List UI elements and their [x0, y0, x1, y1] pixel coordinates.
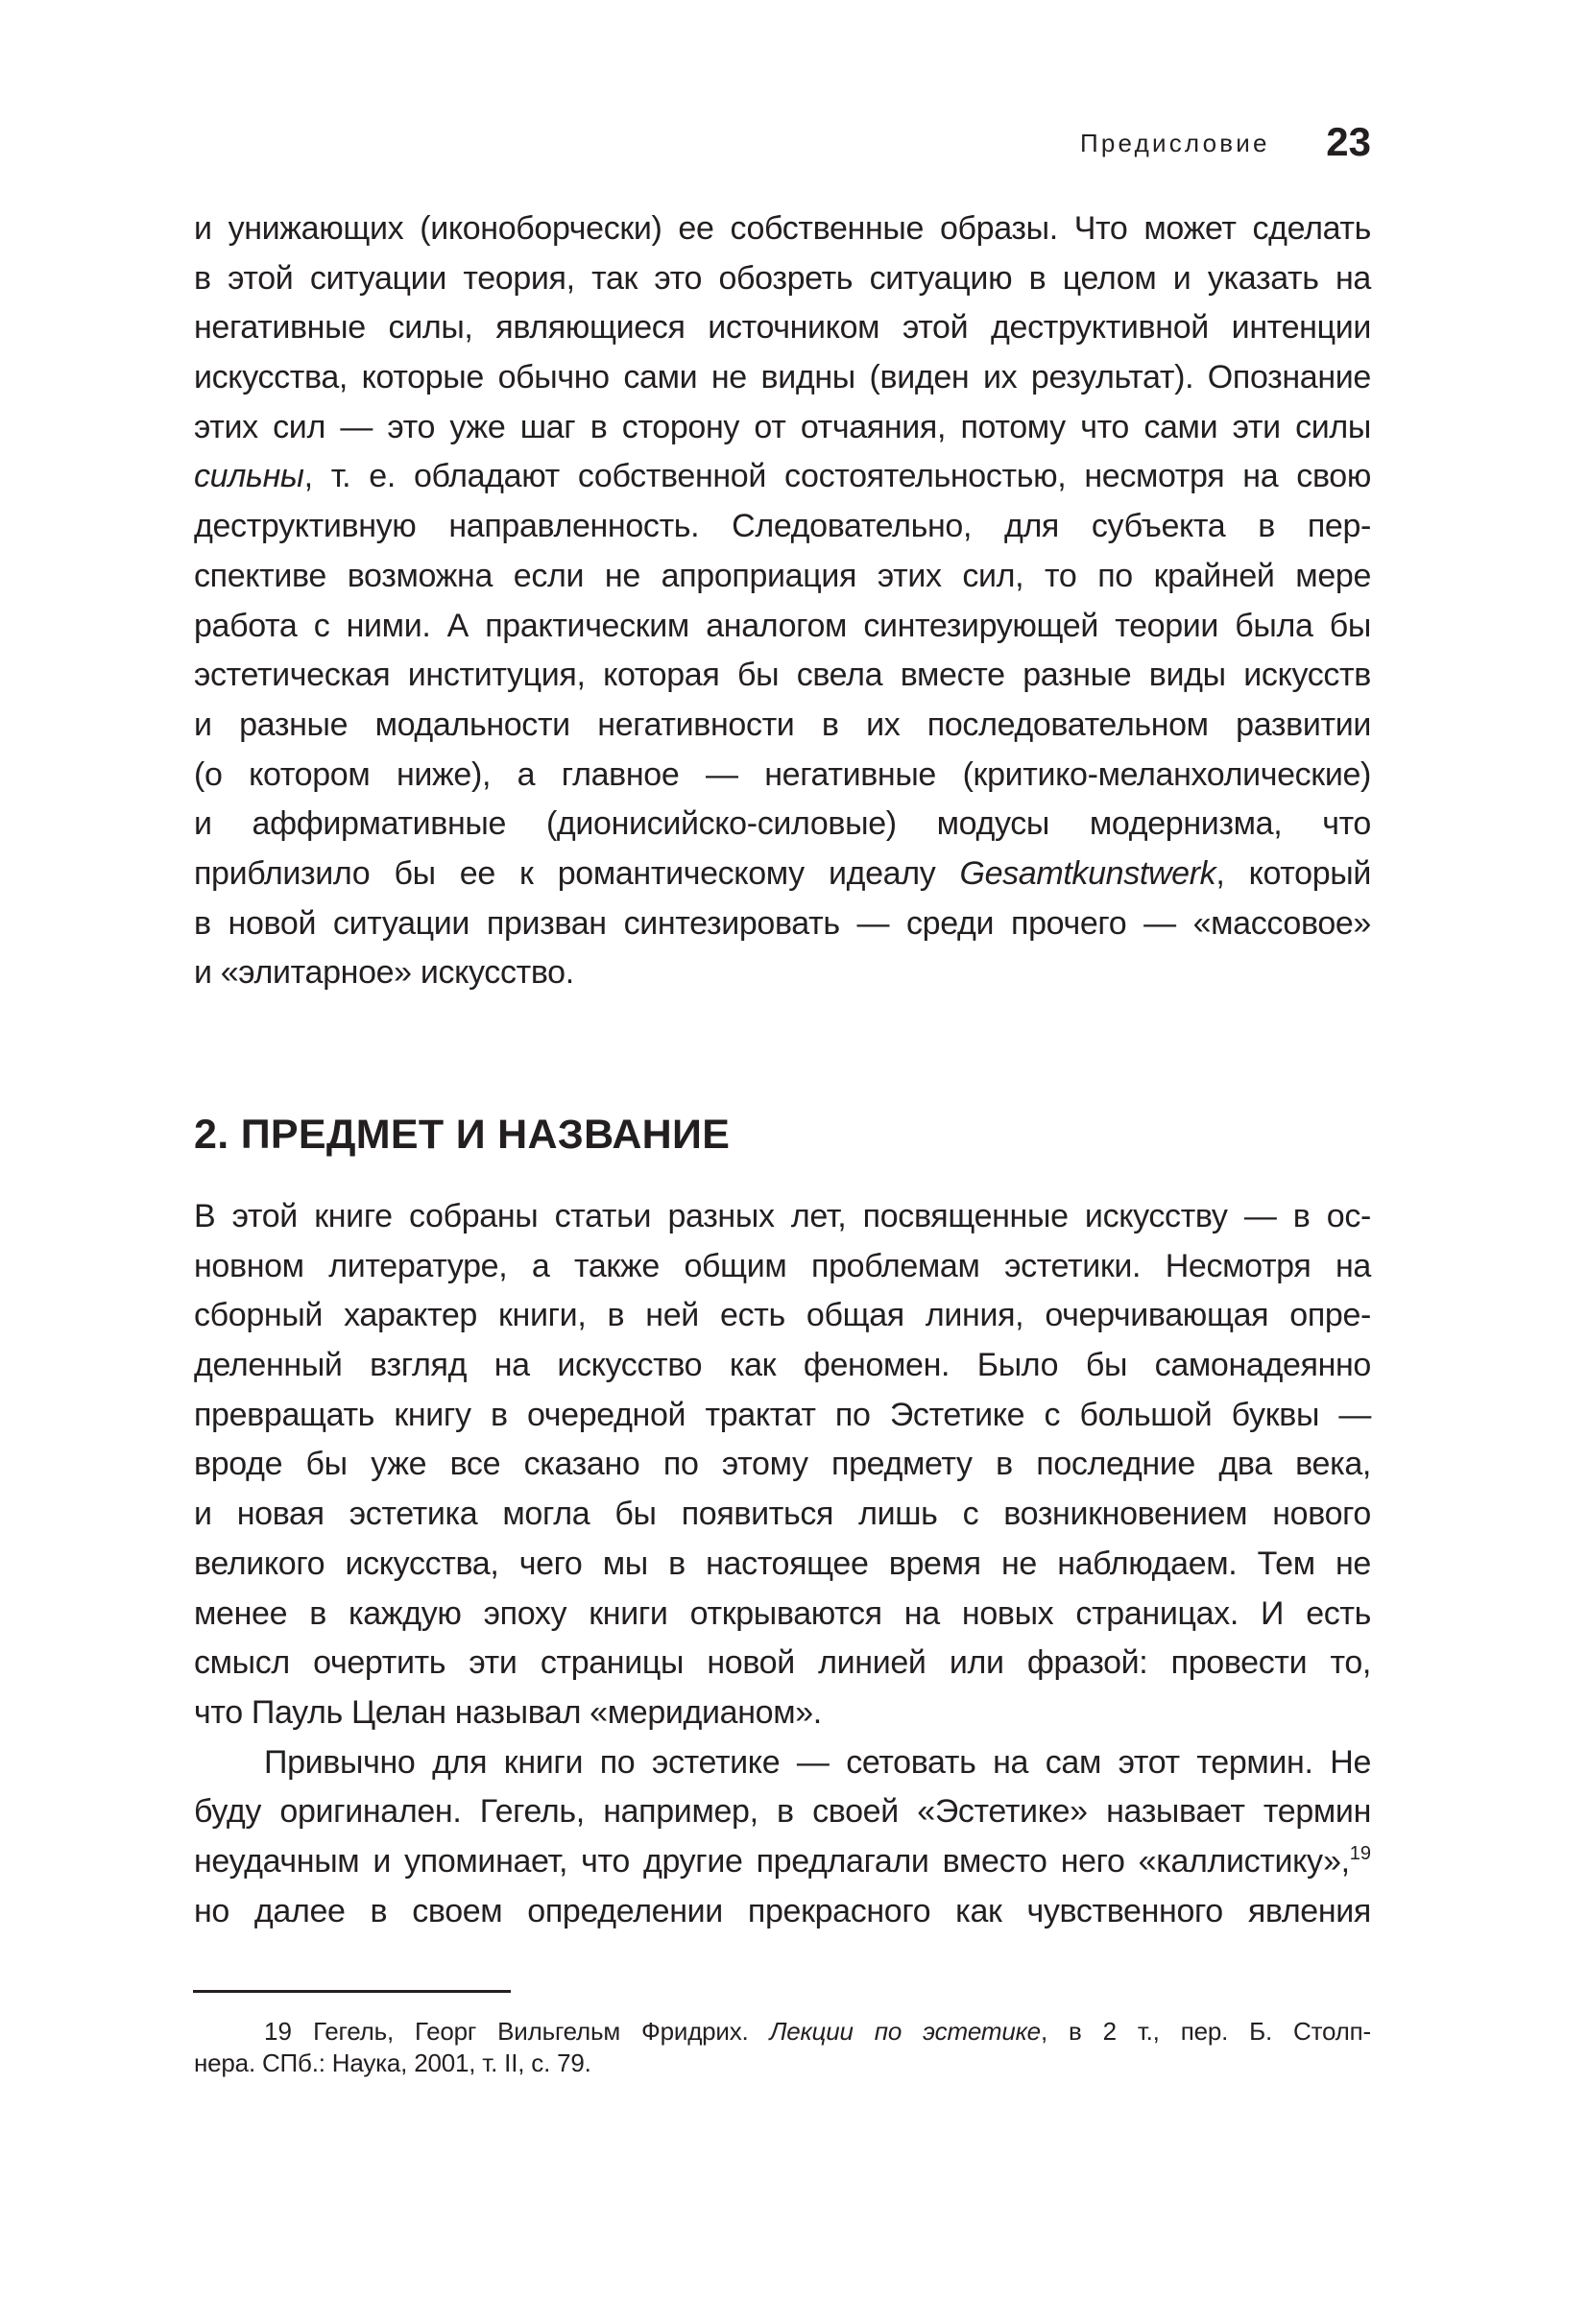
text-line	[194, 651, 1371, 701]
text-segment: сборный характер книги, в ней есть общая линия, очерчивающая опре-	[194, 1297, 1371, 1334]
text-segment: спективе возможна если не апроприация этих сил, то по крайней мере	[194, 557, 1371, 594]
text-segment: эстетическая институция, которая бы свела вместе разные виды искусств	[194, 657, 1371, 694]
text-segment: превращать книгу в очередной трактат по Эстетике с большой буквы —	[194, 1396, 1371, 1433]
text-segment: (о котором ниже), а главное — негативные (критико-меланхолические)	[194, 755, 1371, 793]
text-segment: неудачным и упоминает, что другие предлагали вместо него «каллистику»,	[194, 1842, 1350, 1880]
text-segment: работа с ними. А практическим аналогом синтезирующей теории была бы	[194, 607, 1371, 644]
text-segment: искусства, которые обычно сами не видны (виден их результат). Опознание	[194, 359, 1371, 396]
page-number: 23	[1326, 119, 1371, 164]
text-line	[194, 1639, 1371, 1689]
text-line	[194, 1192, 1371, 1242]
text-line	[194, 948, 1371, 998]
text-line	[194, 1787, 1371, 1837]
text-segment: великого искусства, чего мы в настоящее время не наблюдаем. Тем не	[194, 1545, 1371, 1582]
text-segment: менее в каждую эпоху книги открываются на новых страницах. И есть	[194, 1594, 1371, 1632]
footnote-19	[194, 2016, 1371, 2079]
text-line	[194, 1540, 1371, 1590]
text-line	[194, 850, 1371, 899]
text-line	[194, 602, 1371, 652]
paragraph-1	[194, 204, 1371, 998]
text-line	[194, 1242, 1371, 1292]
text-segment: негативные силы, являющиеся источником этой деструктивной интенции	[194, 309, 1371, 347]
text-segment: вроде бы уже все сказано по этому предмету в последние два века,	[194, 1446, 1371, 1483]
text-line	[194, 1490, 1371, 1540]
italic-text-segment: Лекции по эстетике	[769, 2017, 1041, 2046]
text-segment: , который	[1215, 854, 1371, 892]
text-line	[194, 552, 1371, 602]
text-line	[194, 452, 1371, 502]
text-segment: Гегель, Георг Вильгельм Фридрих.	[313, 2017, 770, 2046]
text-line	[194, 204, 1371, 254]
text-segment: но далее в своем определении прекрасного как чувственного явления	[194, 1892, 1371, 1929]
text-line	[194, 303, 1371, 353]
text-line	[194, 1837, 1371, 1887]
text-line	[194, 353, 1371, 403]
text-line	[194, 1887, 1371, 1937]
text-line	[194, 899, 1371, 949]
text-line	[194, 1689, 1371, 1738]
text-segment: , в 2 т., пер. Б. Столп-	[1040, 2017, 1371, 2046]
text-segment: этих сил — это уже шаг в сторону от отчаяния, потому что сами эти силы	[194, 408, 1371, 445]
footnote-separator-rule	[193, 1990, 511, 1993]
text-line	[194, 2016, 1371, 2048]
text-segment: В этой книге собраны статьи разных лет, посвященные искусству — в ос-	[194, 1198, 1371, 1234]
text-segment: , т. е. обладают собственной состоятельностью, несмотря на свою	[303, 458, 1371, 495]
text-line	[194, 1391, 1371, 1441]
text-segment: Привычно для книги по эстетике — сетовать на сам этот термин. Не	[264, 1743, 1371, 1781]
footnote-number: 19	[264, 2017, 314, 2046]
text-segment: приблизило бы ее к романтическому идеалу	[194, 854, 960, 892]
text-segment: в новой ситуации призван синтезировать — среди прочего — «массовое»	[194, 904, 1371, 942]
text-line	[194, 2048, 1371, 2079]
text-line	[194, 502, 1371, 552]
text-segment: что Пауль Целан называл «меридианом».	[194, 1693, 822, 1731]
text-segment: и унижающих (иконоборчески) ее собственные образы. Что может сделать	[194, 210, 1371, 247]
text-segment: смысл очертить эти страницы новой линией или фразой: провести то,	[194, 1644, 1371, 1682]
text-segment: и «элитарное» искусство.	[194, 954, 574, 992]
text-line	[194, 1440, 1371, 1490]
section-heading: 2. ПРЕДМЕТ И НАЗВАНИЕ	[194, 1112, 731, 1158]
text-segment: и новая эстетика могла бы появиться лишь с возникновением нового	[194, 1496, 1371, 1533]
italic-text-segment: сильны	[194, 458, 304, 495]
running-head-section-title: Предисловие	[1080, 129, 1270, 157]
text-line	[194, 1341, 1371, 1391]
text-segment: нера. СПб.: Наука, 2001, т. II, с. 79.	[194, 2048, 591, 2077]
text-segment: в этой ситуации теория, так это обозреть ситуацию в целом и указать на	[194, 259, 1371, 297]
text-line	[194, 1590, 1371, 1640]
running-head	[1066, 119, 1373, 165]
text-segment: и разные модальности негативности в их последовательном развитии	[194, 706, 1371, 743]
footnote-reference-marker: 19	[1349, 1842, 1371, 1864]
text-segment: деленный взгляд на искусство как феномен. Было бы самонадеянно	[194, 1347, 1371, 1384]
italic-text-segment: Gesamtkunstwerk	[959, 854, 1216, 892]
paragraph-2	[194, 1192, 1371, 1936]
text-line	[194, 1738, 1371, 1788]
text-line	[194, 751, 1371, 801]
text-segment: деструктивную направленность. Следовательно, для субъекта в пер-	[194, 508, 1371, 545]
text-line	[194, 254, 1371, 304]
text-line	[194, 800, 1371, 850]
text-line	[194, 701, 1371, 751]
text-segment: и аффирмативные (дионисийско-силовые) модусы модернизма, что	[194, 805, 1371, 843]
text-line	[194, 403, 1371, 453]
text-segment: буду оригинален. Гегель, например, в своей «Эстетике» называет термин	[194, 1793, 1371, 1831]
text-segment: новном литературе, а также общим проблемам эстетики. Несмотря на	[194, 1247, 1371, 1284]
text-line	[194, 1291, 1371, 1341]
